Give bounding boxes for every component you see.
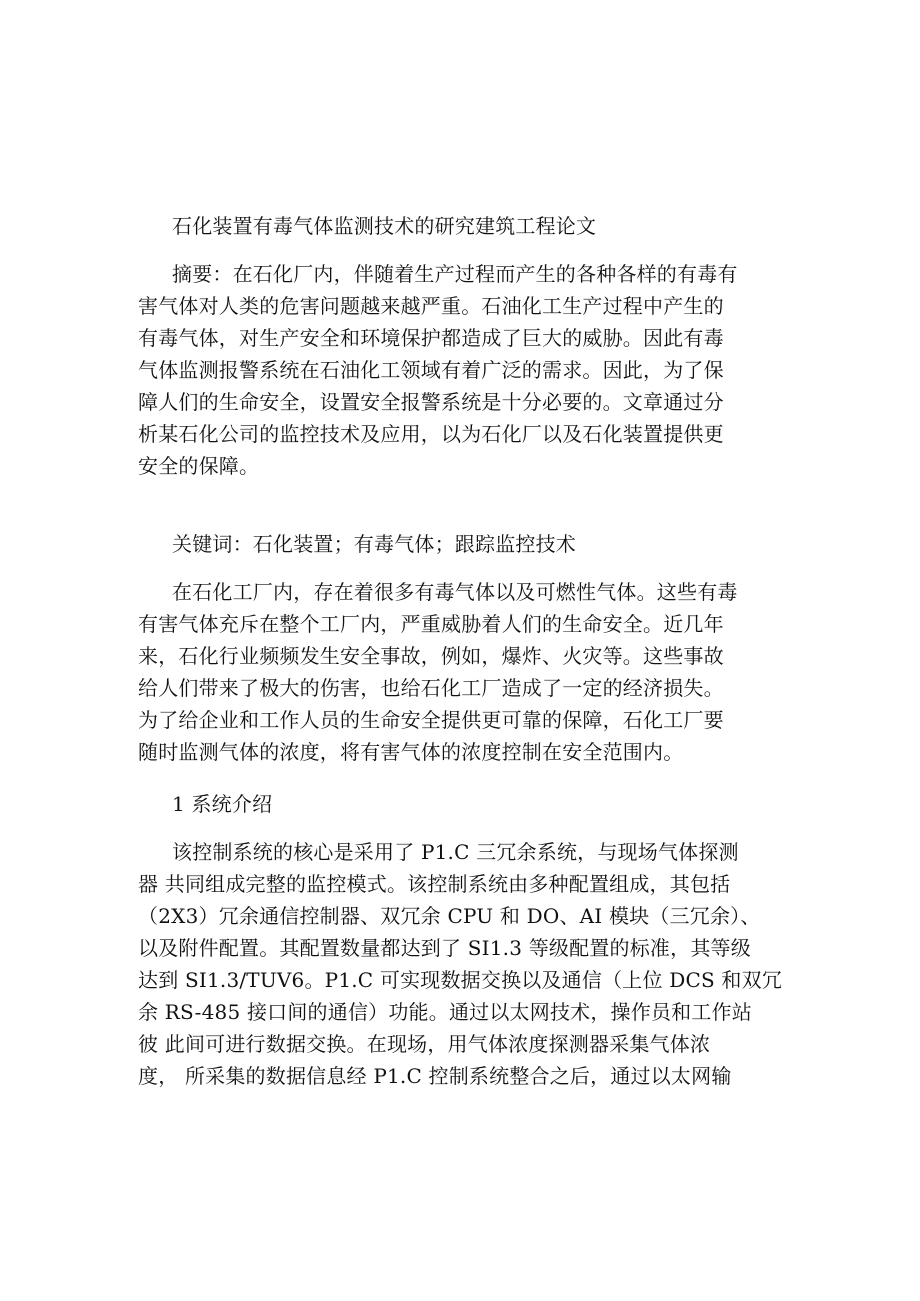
abstract-line: 摘要：在石化厂内，伴随着生产过程而产生的各种各样的有毒有 (172, 262, 738, 286)
section1-line: 以及附件配置。其配置数量都达到了 SI1.3 等级配置的标准，其等级 (138, 936, 751, 960)
section1-paragraph (138, 836, 784, 1092)
document-title: 石化装置有毒气体监测技术的研究建筑工程论文 (172, 214, 597, 238)
section1-line: 器 共同组成完整的监控模式。该控制系统由多种配置组成，其包括 (138, 872, 731, 896)
intro-line: 在石化工厂内，存在着很多有毒气体以及可燃性气体。这些有毒 (172, 580, 738, 604)
abstract-line: 害气体对人类的危害问题越来越严重。石油化工生产过程中产生的 (138, 294, 724, 318)
abstract-paragraph (138, 258, 784, 482)
abstract-line: 障人们的生命安全，设置安全报警系统是十分必要的。文章通过分 (138, 390, 724, 414)
intro-paragraph (138, 576, 784, 768)
section1-line: 度， 所采集的数据信息经 P1.C 控制系统整合之后，通过以太网输 (138, 1064, 732, 1088)
abstract-line: 气体监测报警系统在石油化工领域有着广泛的需求。因此，为了保 (138, 358, 724, 382)
abstract-line: 安全的保障。 (138, 454, 260, 478)
section1-line: （2X3）冗余通信控制器、双冗余 CPU 和 DO、AI 模块（三冗余）、 (138, 904, 761, 928)
abstract-line: 有毒气体，对生产安全和环境保护都造成了巨大的威胁。因此有毒 (138, 326, 724, 350)
abstract-line: 析某石化公司的监控技术及应用，以为石化厂以及石化装置提供更 (138, 422, 724, 446)
intro-line: 随时监测气体的浓度，将有害气体的浓度控制在安全范围内。 (138, 740, 684, 764)
intro-line: 有害气体充斥在整个工厂内，严重威胁着人们的生命安全。近几年 (138, 612, 724, 636)
section1-line: 余 RS-485 接口间的通信）功能。通过以太网技术，操作员和工作站 (138, 1000, 752, 1024)
section1-line: 该控制系统的核心是采用了 P1.C 三冗余系统，与现场气体探测 (172, 840, 739, 864)
section1-line: 达到 SI1.3/TUV6。P1.C 可实现数据交换以及通信（上位 DCS 和双冗 (138, 968, 783, 992)
document-body (138, 210, 784, 1092)
intro-line: 给人们带来了极大的伤害，也给石化工厂造成了一定的经济损失。 (138, 676, 724, 700)
section1-line: 彼 此间可进行数据交换。在现场，用气体浓度探测器采集气体浓 (138, 1032, 711, 1056)
intro-line: 为了给企业和工作人员的生命安全提供更可靠的保障，石化工厂要 (138, 708, 724, 732)
keywords-line: 关键词：石化装置；有毒气体；跟踪监控技术 (172, 532, 576, 556)
section-heading: 1 系统介绍 (172, 792, 273, 816)
intro-line: 来，石化行业频频发生安全事故，例如，爆炸、火灾等。这些事故 (138, 644, 724, 668)
